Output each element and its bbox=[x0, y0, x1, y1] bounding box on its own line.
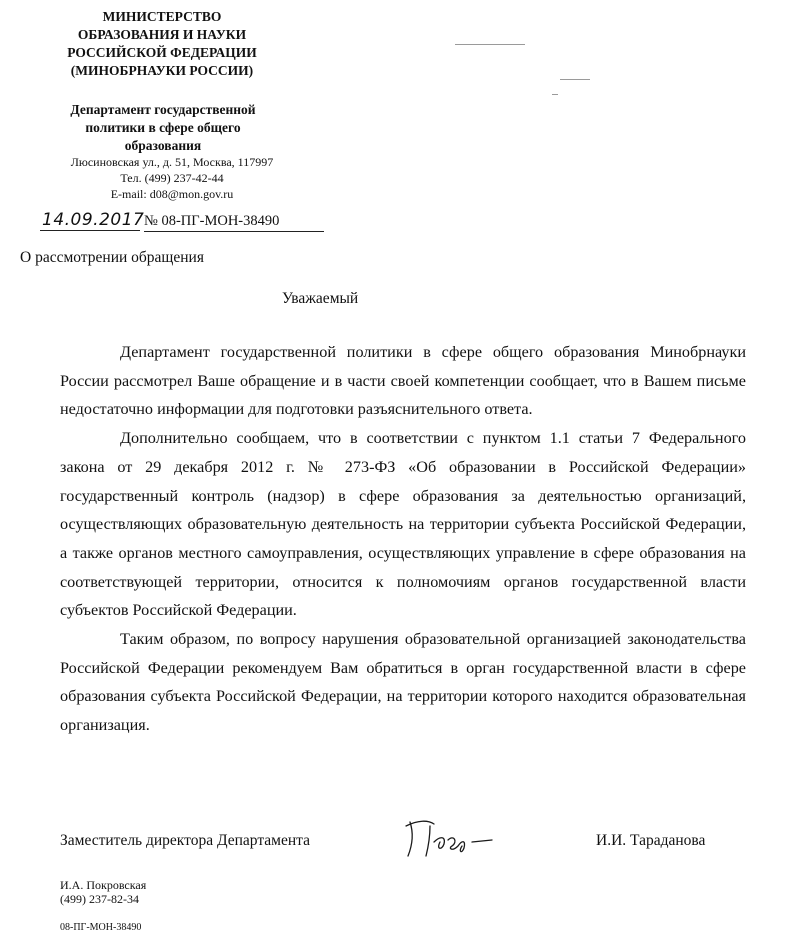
body-paragraph: Таким образом, по вопросу нарушения образовательной организацией законодательства Российской Федерации рекомендуем Вам обратиться в орган государственной власти в сфере образования субъекта Российской Федерации, на территории которого находится образовательная организация. bbox=[60, 630, 746, 735]
ministry-line: МИНИСТЕРСТВО bbox=[102, 9, 222, 24]
handwritten-signature bbox=[400, 812, 510, 862]
signatory-name: И.И. Тараданова bbox=[596, 832, 706, 849]
scan-speck bbox=[455, 44, 525, 45]
scan-speck bbox=[560, 79, 590, 80]
registration-date: 14.09.2017 bbox=[42, 210, 145, 230]
ministry-line: ОБРАЗОВАНИЯ И НАУКИ bbox=[77, 27, 247, 42]
department-contacts bbox=[40, 154, 304, 202]
signatory-role: Заместитель директора Департамента bbox=[60, 832, 310, 849]
ministry-line: (МИНОБРНАУКИ РОССИИ) bbox=[70, 63, 254, 78]
department-name-block bbox=[45, 101, 281, 155]
executor-contact bbox=[60, 878, 146, 906]
department-line: политики в сфере общего bbox=[85, 120, 241, 135]
body-paragraph: Департамент государственной политики в сфере общего образования Минобрнауки России рассмотрел Ваше обращение и в части своей компетенции сообщает, что в Вашем письме недостаточно информации для подготовки разъяснительного ответа. bbox=[60, 343, 746, 419]
scan-speck bbox=[552, 94, 558, 95]
ministry-name-block bbox=[62, 8, 262, 80]
department-line: образования bbox=[124, 138, 202, 153]
registration-line bbox=[40, 211, 340, 237]
department-address: Люсиновская ул., д. 51, Москва, 117997 bbox=[70, 155, 274, 169]
letter-body bbox=[60, 338, 746, 740]
department-email: E-mail: d08@mon.gov.ru bbox=[110, 187, 234, 201]
footer-document-number: 08-ПГ-МОН-38490 bbox=[60, 922, 142, 933]
registration-number: № 08-ПГ-МОН-38490 bbox=[144, 212, 324, 232]
letter-subject: О рассмотрении обращения bbox=[20, 249, 204, 266]
department-phone: Тел. (499) 237-42-44 bbox=[120, 171, 224, 185]
body-paragraph: Дополнительно сообщаем, что в соответствии с пунктом 1.1 статьи 7 Федерального закона от 29 декабря 2012 г. № 273-ФЗ «Об образовании в Российской Федерации» государственный контроль (надзор) в сфере образования за деятельностью организаций, осуществляющих образовательную деятельность на территории субъекта Российской Федерации, а также органов местного самоуправления, осуществляющих управление в сфере образования на соответствующей территории, относится к полномочиям органов государственной власти субъектов Российской Федерации. bbox=[60, 429, 746, 620]
salutation: Уважаемый bbox=[282, 290, 359, 307]
ministry-line: РОССИЙСКОЙ ФЕДЕРАЦИИ bbox=[67, 45, 257, 60]
executor-phone: (499) 237-82-34 bbox=[60, 892, 139, 906]
executor-name: И.А. Покровская bbox=[60, 878, 147, 892]
department-line: Департамент государственной bbox=[70, 102, 256, 117]
